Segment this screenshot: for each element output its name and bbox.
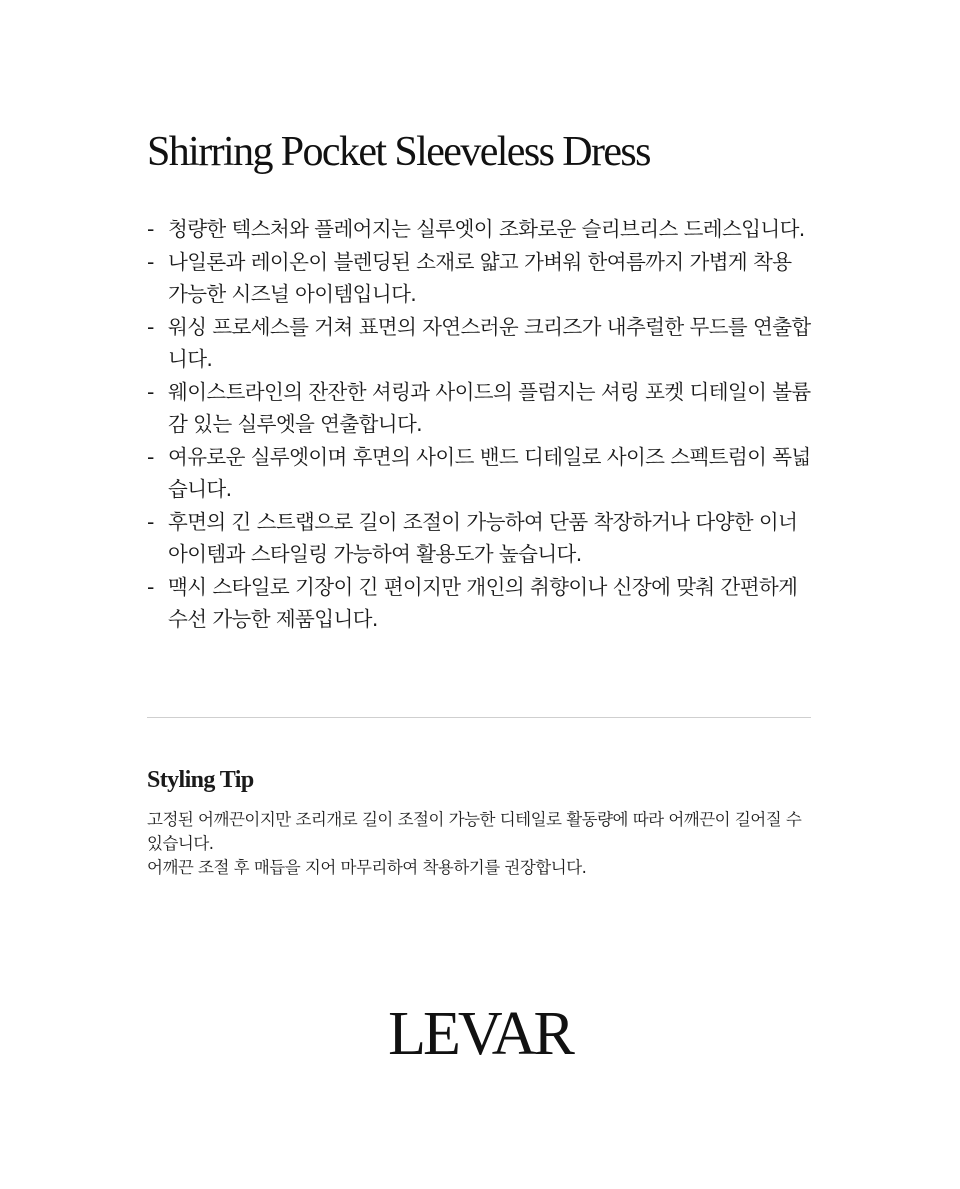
styling-tip-line: 어깨끈 조절 후 매듭을 지어 마무리하여 착용하기를 권장합니다. [147,858,587,877]
description-text: 맥시 스타일로 기장이 긴 편이지만 개인의 취향이나 신장에 맞춰 간편하게 수선 가능한 제품입니다. [168,574,798,631]
brand-logo: LEVAR [388,1000,572,1068]
bullet-dash: - [147,379,154,404]
bullet-dash: - [147,509,154,534]
bullet-dash: - [147,444,154,469]
product-description-list [147,213,811,636]
styling-tip-body [147,808,811,880]
section-divider [147,717,811,718]
description-text: 워싱 프로세스를 거쳐 표면의 자연스러운 크리즈가 내추럴한 무드를 연출합니다. [168,314,811,371]
description-item [147,441,811,506]
bullet-dash: - [147,249,154,274]
styling-tip-heading: Styling Tip [147,767,254,793]
bullet-dash: - [147,314,154,339]
description-item [147,376,811,441]
description-text: 나일론과 레이온이 블렌딩된 소재로 얇고 가벼워 한여름까지 가볍게 착용 가능한 시즈널 아이템입니다. [168,249,792,306]
styling-tip-line: 고정된 어깨끈이지만 조리개로 길이 조절이 가능한 디테일로 활동량에 따라 어깨끈이 길어질 수 있습니다. [147,810,802,853]
description-item [147,213,811,246]
description-text: 청량한 텍스처와 플레어지는 실루엣이 조화로운 슬리브리스 드레스입니다. [168,217,805,241]
description-item [147,311,811,376]
description-item [147,506,811,571]
description-text: 후면의 긴 스트랩으로 길이 조절이 가능하여 단품 착장하거나 다양한 이너 아이템과 스타일링 가능하여 활용도가 높습니다. [168,509,798,566]
bullet-dash: - [147,574,154,599]
bullet-dash: - [147,217,154,241]
description-text: 웨이스트라인의 잔잔한 셔링과 사이드의 플럼지는 셔링 포켓 디테일이 볼륨감 있는 실루엣을 연출합니다. [168,379,811,436]
product-title: Shirring Pocket Sleeveless Dress [147,129,650,175]
description-text: 여유로운 실루엣이며 후면의 사이드 밴드 디테일로 사이즈 스펙트럼이 폭넓습니다. [168,444,811,501]
description-item [147,246,811,311]
description-item [147,571,811,636]
